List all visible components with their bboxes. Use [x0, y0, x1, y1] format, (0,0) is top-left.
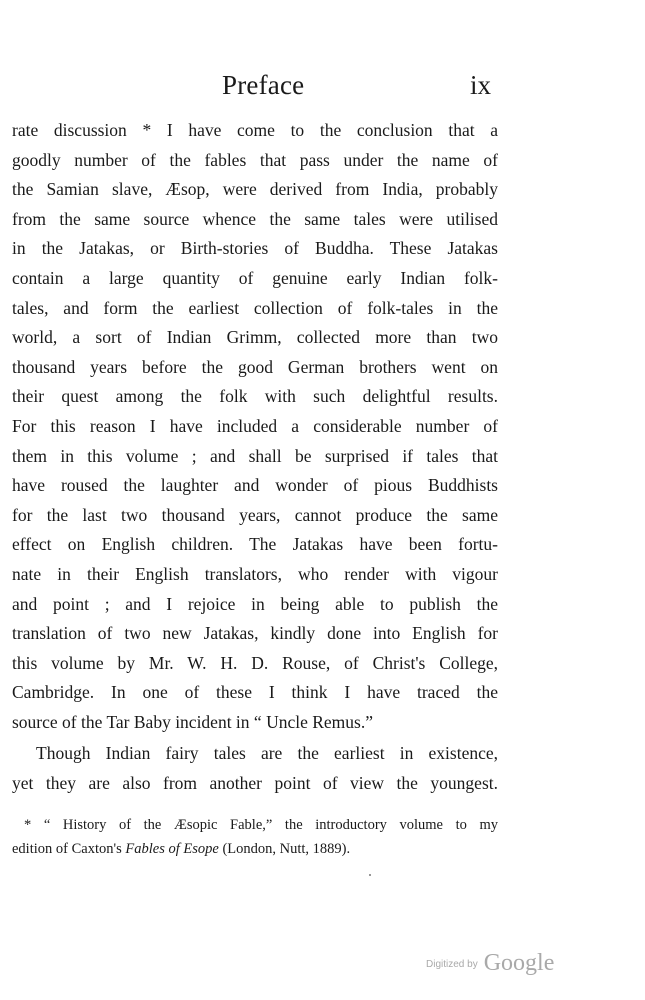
text-line: tales, and form the earliest collection of folk-tales in the	[12, 297, 498, 318]
footnote-line	[12, 837, 498, 861]
text-line: the Samian slave, Æsop, were derived from India, probably	[12, 179, 498, 200]
text-line: yet they are also from another point of view the youngest.	[12, 773, 498, 794]
text-line: them in this volume ; and shall be surprised if tales that	[12, 445, 498, 466]
text-line: and point ; and I rejoice in being able to publish the	[12, 593, 498, 614]
text-line: rate discussion * I have come to the conclusion that a	[12, 120, 498, 140]
text-line: nate in their English translators, who render with vigour	[12, 563, 498, 584]
text-line: source of the Tar Baby incident in “ Uncle Remus.”	[12, 711, 373, 732]
text-line: their quest among the folk with such delightful results.	[12, 386, 498, 407]
book-title: Fables of Esope	[125, 841, 219, 857]
text-line: goodly number of the fables that pass under the name of	[12, 149, 498, 170]
text-line: in the Jatakas, or Birth-stories of Buddha. These Jatakas	[12, 238, 498, 259]
text-line: for the last two thousand years, cannot produce the same	[12, 504, 498, 525]
body-text	[12, 116, 498, 799]
page-header	[0, 70, 645, 110]
digitized-watermark	[426, 950, 554, 977]
stray-dot	[369, 874, 371, 876]
footnote	[12, 813, 498, 861]
text-line: thousand years before the good German brothers went on	[12, 356, 498, 377]
footnote-text: edition of Caxton's	[12, 841, 126, 857]
text-line: contain a large quantity of genuine early Indian folk-	[12, 267, 498, 288]
watermark-prefix: Digitized by	[426, 959, 478, 970]
text-line: from the same source whence the same tales were utilised	[12, 208, 498, 229]
text-line: Cambridge. In one of these I think I have traced the	[12, 682, 498, 703]
page-number: ix	[470, 70, 492, 100]
text-line: Though Indian fairy tales are the earliest in existence,	[36, 743, 498, 764]
text-line: this volume by Mr. W. H. D. Rouse, of Christ's College,	[12, 652, 498, 673]
text-line: translation of two new Jatakas, kindly done into English for	[12, 623, 498, 644]
text-line: effect on English children. The Jatakas have been fortu-	[12, 534, 498, 555]
footnote-text: (London, Nutt, 1889).	[218, 841, 351, 857]
text-line: have roused the laughter and wonder of pious Buddhists	[12, 475, 498, 496]
google-logo: Google	[483, 950, 555, 976]
text-line: For this reason I have included a considerable number of	[12, 415, 498, 436]
running-title: Preface	[222, 70, 305, 100]
footnote-line: * “ History of the Æsopic Fable,” the introductory volume to my	[24, 817, 498, 833]
text-line: world, a sort of Indian Grimm, collected more than two	[12, 327, 498, 348]
